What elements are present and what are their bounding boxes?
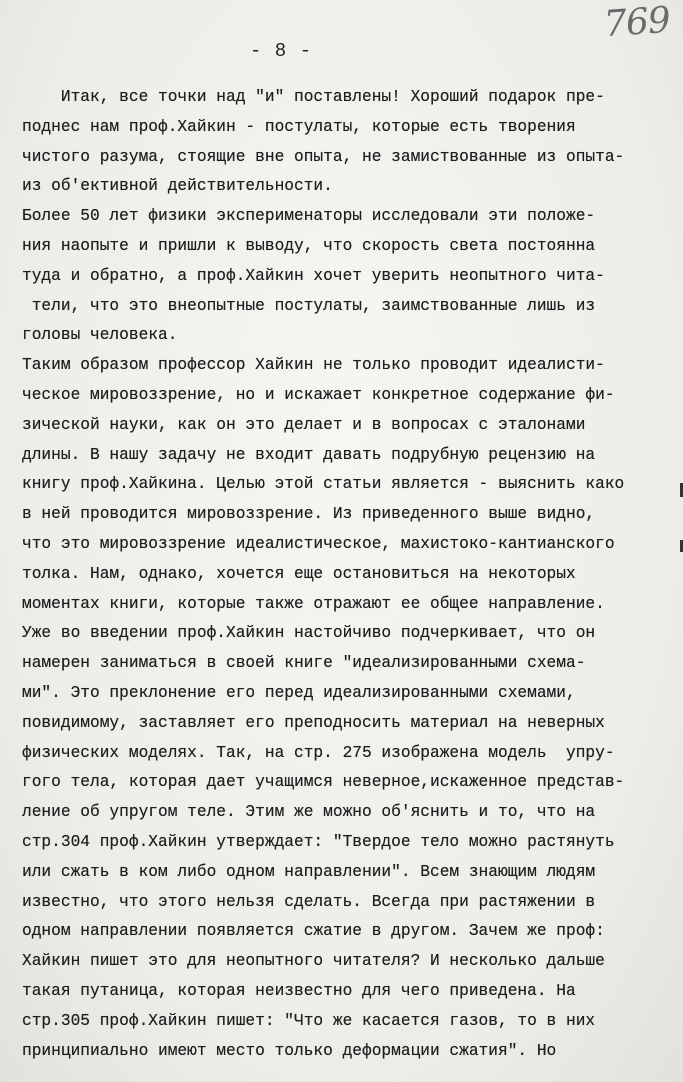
text-line: зической науки, как он это делает и в вопросах с эталонами (22, 415, 586, 434)
text-line: Уже во введении проф.Хайкин настойчиво подчеркивает, что он (22, 624, 596, 643)
text-line: чистого разума, стоящие вне опыта, не замиствованные из опыта- (22, 147, 625, 166)
text-line: что это мировоззрение идеалистическое, махистоко-кантианского (22, 534, 615, 553)
text-line: книгу проф.Хайкина. Целью этой статьи является - выяснить како (22, 475, 625, 494)
text-line: стр.304 проф.Хайкин утверждает: "Твердое тело можно растянуть (22, 832, 615, 851)
text-line: в ней проводится мировоззрение. Из приведенного выше видно, (22, 505, 596, 524)
body-text (22, 83, 677, 1066)
text-line: ми". Это преклонение его перед идеализированными схемами, (22, 683, 576, 702)
text-line: или сжать в ком либо одном направлении". Всем знающим людям (22, 862, 596, 881)
text-line: Хайкин пишет это для неопытного читателя? И несколько дальше (22, 952, 605, 971)
text-line: головы человека. (22, 326, 178, 345)
text-line: ния наопыте и пришли к выводу, что скорость света постоянна (22, 236, 596, 255)
text-line: из об'ективной действительности. (22, 177, 333, 196)
handwritten-page-number: 769 (602, 0, 672, 46)
text-line: Таким образом профессор Хайкин не только проводит идеалисти- (22, 356, 605, 375)
text-line: Более 50 лет физики эксперименаторы исследовали эти положе- (22, 207, 596, 226)
text-line: намерен заниматься в своей книге "идеализированными схема- (22, 654, 586, 673)
page-number: - 8 - (250, 40, 313, 62)
text-line: гого тела, которая дает учащимся неверное,искаженное представ- (22, 773, 625, 792)
text-line: известно, что этого нельзя сделать. Всегда при растяжении в (22, 892, 596, 911)
text-line: ческое мировоззрение, но и искажает конкретное содержание фи- (22, 385, 615, 404)
text-line: толка. Нам, однако, хочется еще остановиться на некоторых (22, 564, 576, 583)
text-line: повидимому, заставляет его преподносить материал на неверных (22, 713, 605, 732)
text-line: физических моделях. Так, на стр. 275 изображена модель упру- (22, 743, 615, 762)
text-line: длины. В нашу задачу не входит давать подрубную рецензию на (22, 445, 596, 464)
text-line: моментах книги, которые также отражают ее общее направление. (22, 594, 605, 613)
text-line: поднес нам проф.Хайкин - постулаты, которые есть творения (22, 117, 576, 136)
text-line: туда и обратно, а проф.Хайкин хочет уверить неопытного чита- (22, 266, 605, 285)
text-line: тели, что это внеопытные постулаты, заимствованные лишь из (22, 296, 596, 315)
text-line: такая путаница, которая неизвестно для чего приведена. На (22, 981, 576, 1000)
text-line: Итак, все точки над "и" поставлены! Хороший подарок пре- (22, 88, 605, 106)
text-line: принципиально имеют место только деформации сжатия". Но (22, 1041, 557, 1060)
text-line: одном направлении появляется сжатие в другом. Зачем же проф: (22, 922, 605, 941)
text-line: стр.305 проф.Хайкин пишет: "Что же касается газов, то в них (22, 1011, 596, 1030)
text-line: ление об упругом теле. Этим же можно об'яснить и то, что на (22, 803, 596, 822)
